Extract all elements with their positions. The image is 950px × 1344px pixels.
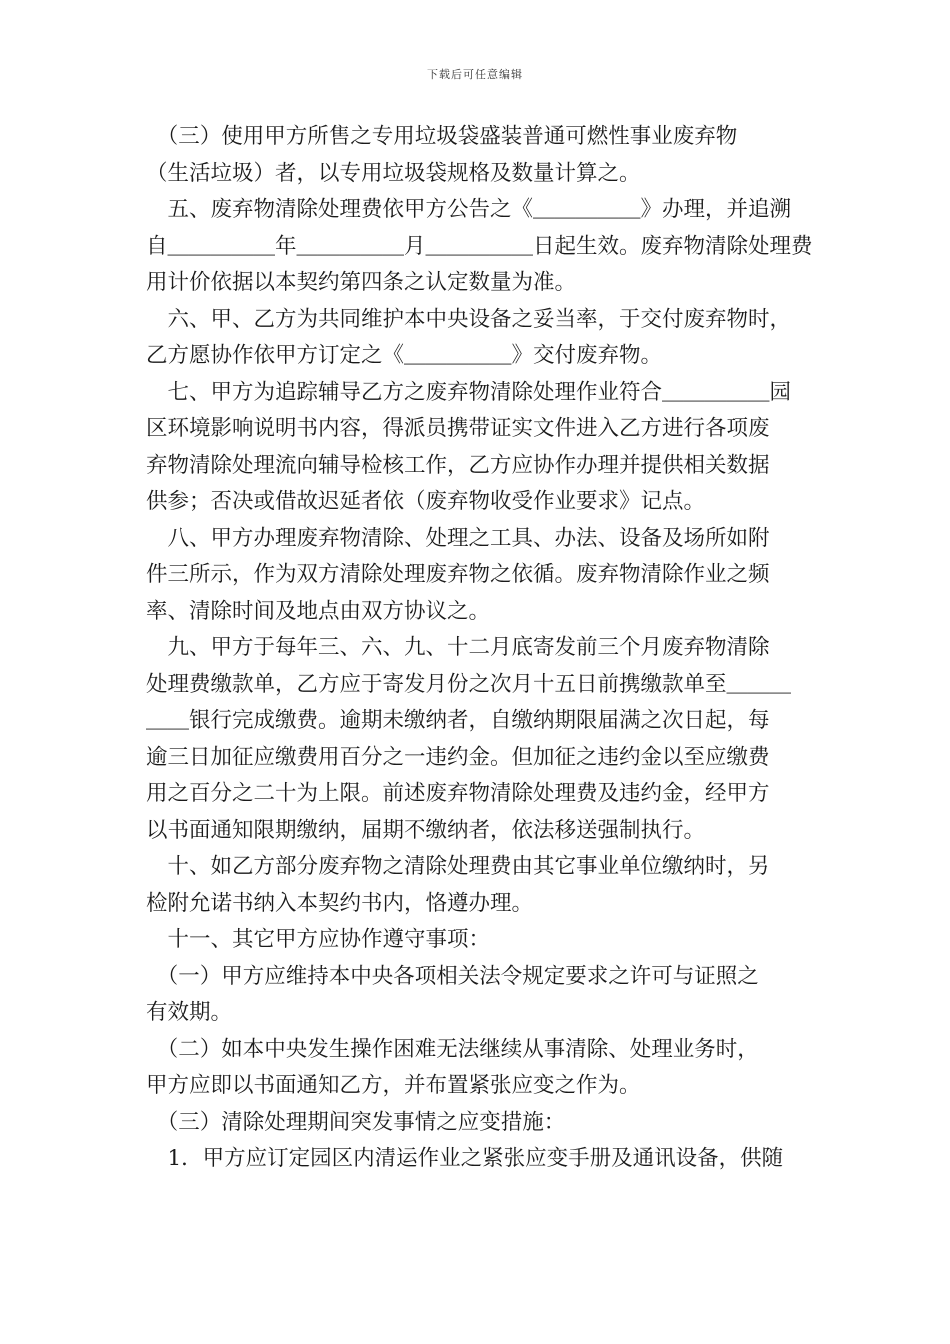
text-line: 十一、其它甲方应协作遵守事项：	[146, 927, 491, 952]
text-line: 自＿＿＿＿＿年＿＿＿＿＿月＿＿＿＿＿日起生效。废弃物清除处理费	[146, 233, 813, 259]
text-line: 检附允诺书纳入本契约书内，恪遵办理。	[146, 890, 534, 916]
text-line: 率、清除时间及地点由双方协议之。	[146, 598, 491, 624]
text-line: 供参；否决或借故迟延者依（废弃物收受作业要求》记点。	[146, 489, 706, 514]
text-line: （二）如本中央发生操作困难无法继续从事清除、处理业务时，	[146, 1036, 759, 1062]
text-line: 九、甲方于每年三、六、九、十二月底寄发前三个月废弃物清除	[146, 635, 770, 660]
text-line: 1．甲方应订定园区内清运作业之紧张应变手册及通讯设备，供随	[146, 1146, 784, 1171]
text-line: （三）使用甲方所售之专用垃圾袋盛装普通可燃性事业废弃物	[146, 124, 738, 149]
text-line: 处理费缴款单，乙方应于寄发月份之次月十五日前携缴款单至＿＿＿	[146, 671, 792, 697]
text-line: （一）甲方应维持本中央各项相关法令规定要求之许可与证照之	[146, 963, 759, 989]
text-line: （三）清除处理期间突发事情之应变措施：	[146, 1109, 566, 1135]
text-line: 以书面通知限期缴纳，届期不缴纳者，依法移送强制执行。	[146, 817, 706, 843]
text-line: 乙方愿协作依甲方订定之《＿＿＿＿＿》交付废弃物。	[146, 343, 663, 368]
text-line: 七、甲方为追踪辅导乙方之废弃物清除处理作业符合＿＿＿＿＿园	[146, 379, 792, 405]
document-body	[146, 119, 813, 1178]
text-line: ＿＿银行完成缴费。逾期未缴纳者，自缴纳期限届满之次日起，每	[146, 708, 770, 733]
text-line: 区环境影响说明书内容，得派员携带证实文件进入乙方进行各项废	[146, 416, 770, 441]
text-line: （生活垃圾）者，以专用垃圾袋规格及数量计算之。	[146, 160, 641, 186]
text-line: 甲方应即以书面通知乙方，并布置紧张应变之作为。	[146, 1073, 641, 1098]
text-line: 五、废弃物清除处理费依甲方公告之《＿＿＿＿＿》办理，并追溯	[146, 197, 792, 222]
text-line: 用之百分之二十为上限。前述废弃物清除处理费及违约金，经甲方	[146, 781, 770, 806]
page-header: 下载后可任意编辑	[427, 68, 523, 81]
text-line: 用计价依据以本契约第四条之认定数量为准。	[146, 270, 577, 295]
text-line: 有效期。	[146, 1000, 233, 1025]
text-line: 六、甲、乙方为共同维护本中央设备之妥当率，于交付废弃物时，	[146, 306, 792, 332]
text-line: 十、如乙方部分废弃物之清除处理费由其它事业单位缴纳时，另	[146, 854, 770, 879]
text-line: 弃物清除处理流向辅导检核工作，乙方应协作办理并提供相关数据	[146, 452, 770, 478]
text-line: 八、甲方办理废弃物清除、处理之工具、办法、设备及场所如附	[146, 525, 770, 551]
text-line: 件三所示，作为双方清除处理废弃物之依循。废弃物清除作业之频	[146, 562, 770, 587]
text-line: 逾三日加征应缴费用百分之一违约金。但加征之违约金以至应缴费	[146, 744, 770, 770]
